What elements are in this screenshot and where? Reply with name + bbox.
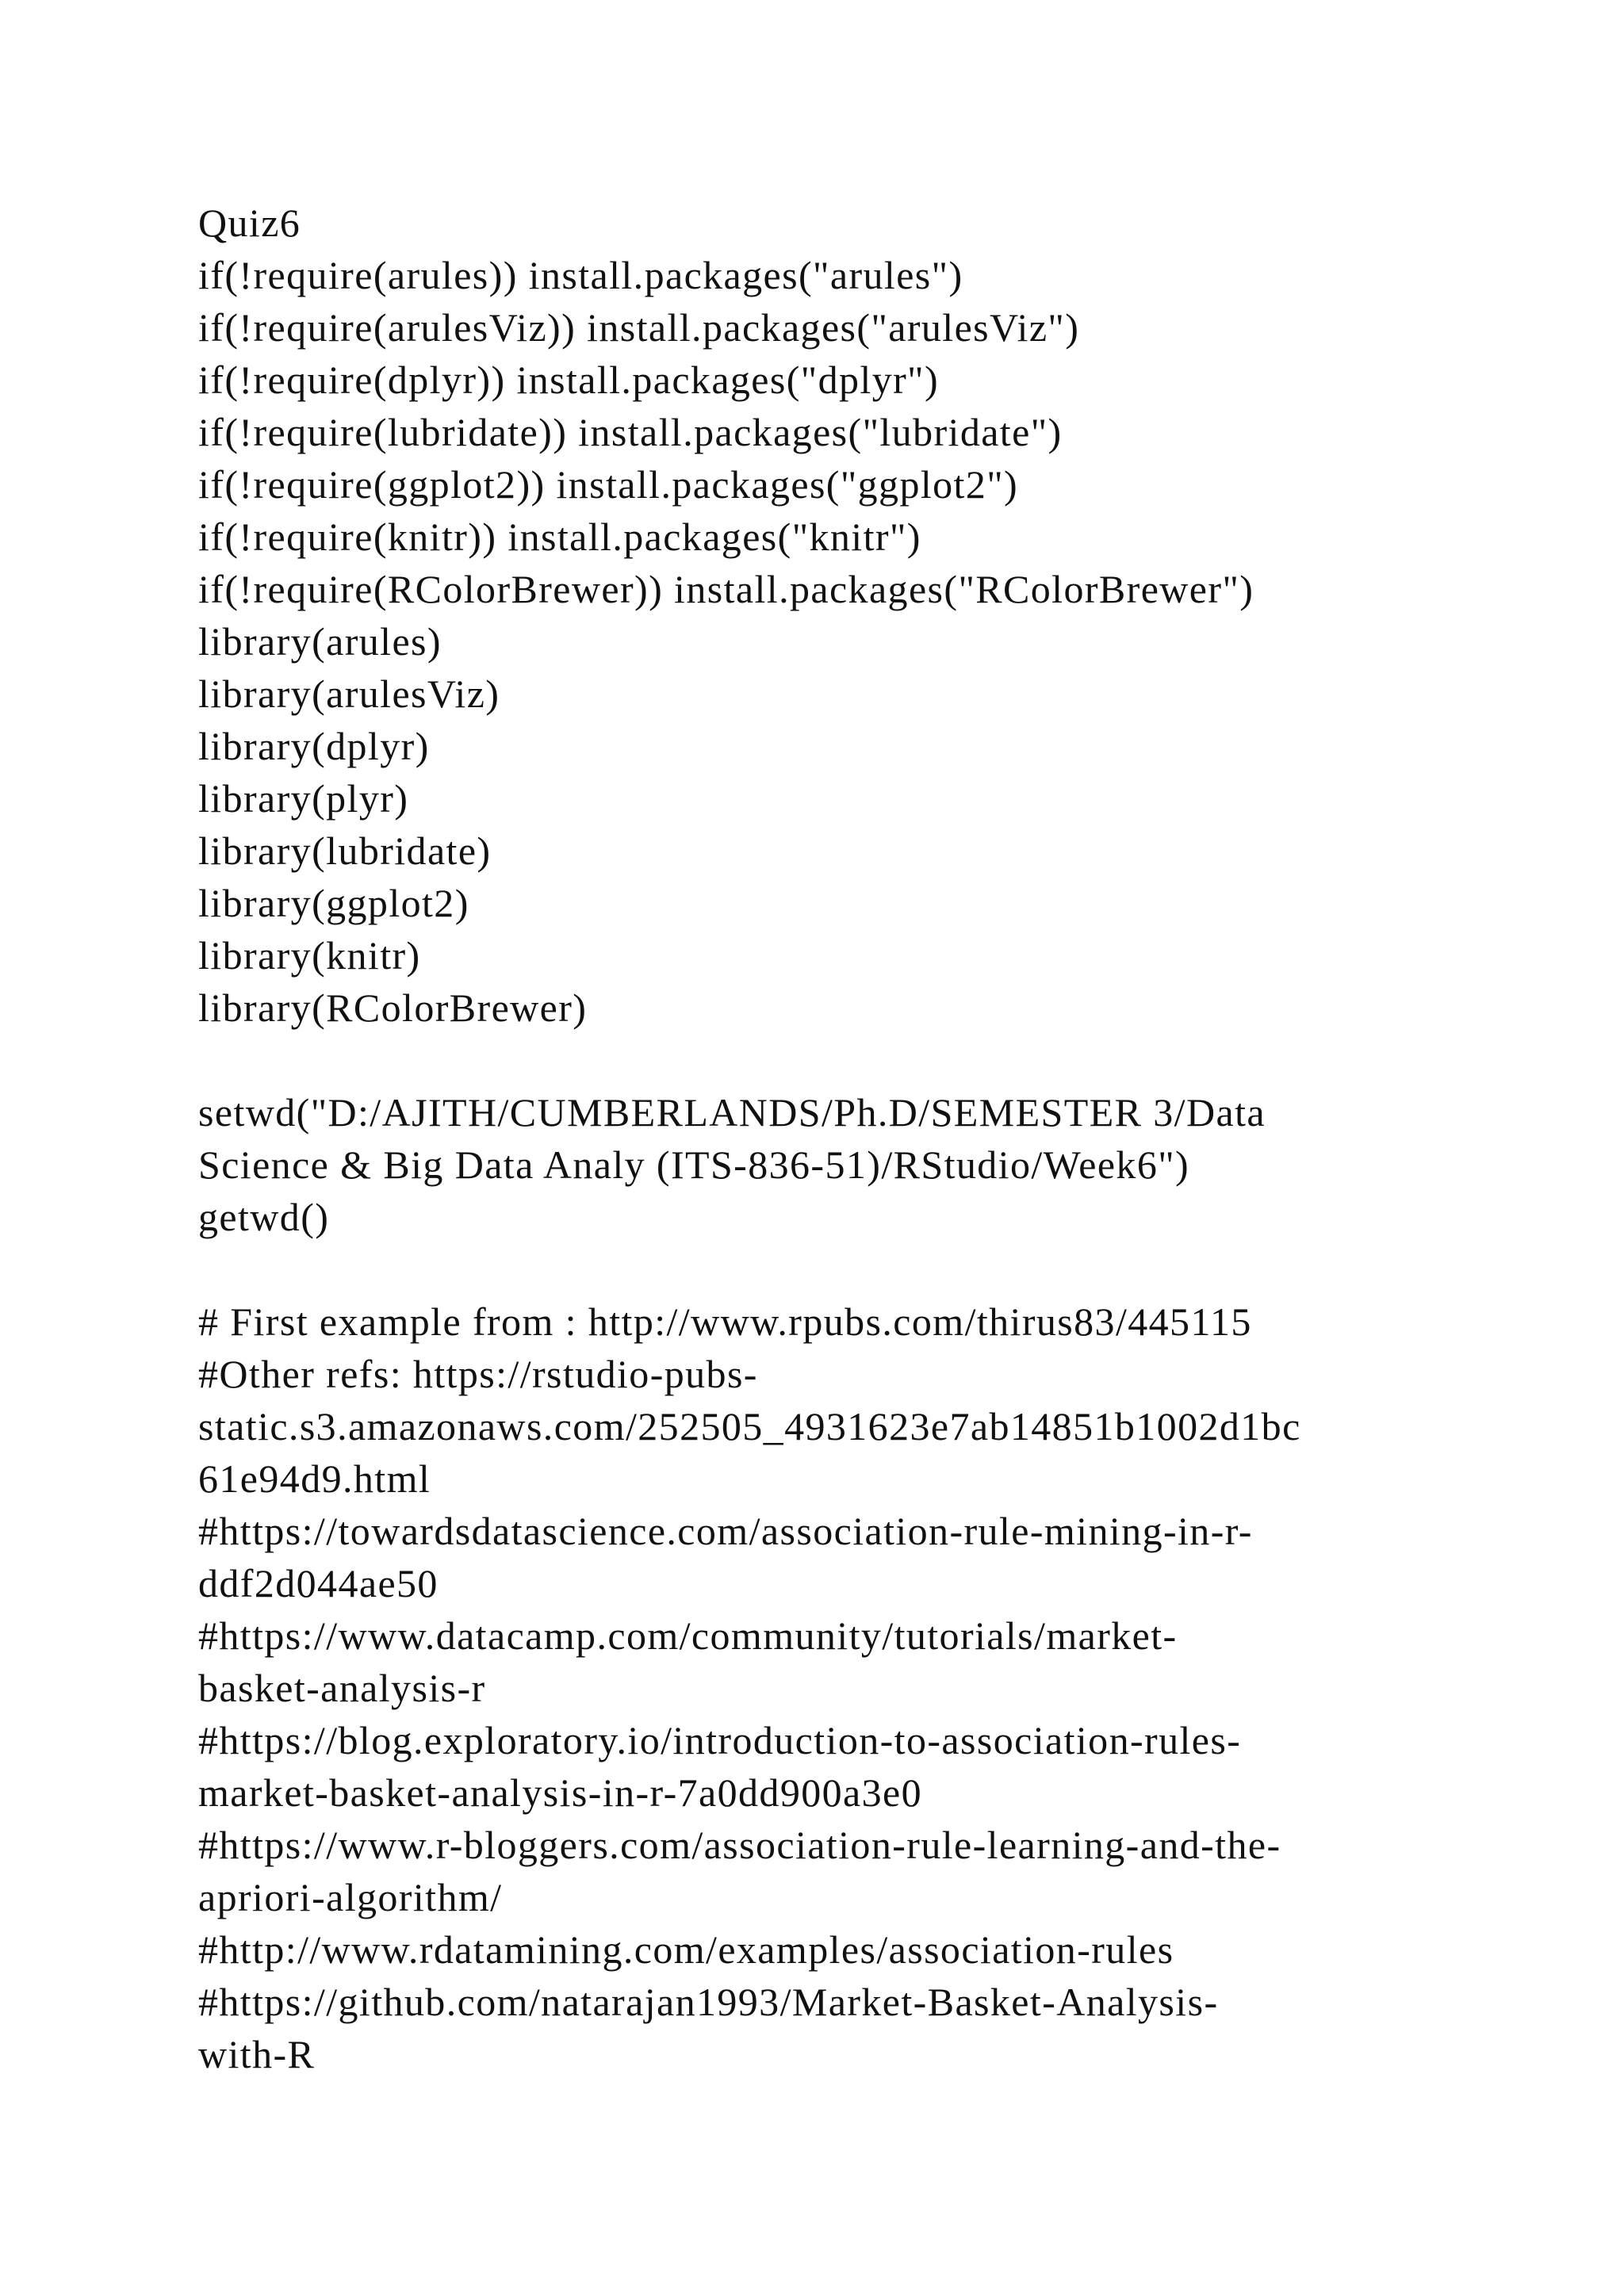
library-line: library(arules) (198, 619, 442, 664)
comment-line: apriori-algorithm/ (198, 1875, 503, 1919)
comment-line: static.s3.amazonaws.com/252505_4931623e7ab14851b1002d1bc (198, 1404, 1301, 1448)
setwd-line: Science & Big Data Analy (ITS-836-51)/RStudio/Week6") (198, 1142, 1190, 1187)
comment-line: market-basket-analysis-in-r-7a0dd900a3e0 (198, 1770, 923, 1815)
blank-line (198, 1243, 1451, 1295)
library-line: library(ggplot2) (198, 881, 469, 925)
comment-line: 61e94d9.html (198, 1456, 431, 1501)
library-line: library(dplyr) (198, 724, 430, 768)
comment-line: #https://towardsdatascience.com/association-rule-mining-in-r- (198, 1509, 1253, 1553)
setwd-line: setwd("D:/AJITH/CUMBERLANDS/Ph.D/SEMESTER 3/Data (198, 1090, 1266, 1135)
library-line: library(RColorBrewer) (198, 985, 588, 1030)
document-title: Quiz6 (198, 201, 301, 245)
comment-line: #https://blog.exploratory.io/introduction-to-association-rules- (198, 1718, 1242, 1762)
library-line: library(knitr) (198, 933, 421, 978)
comment-line: basket-analysis-r (198, 1666, 486, 1710)
document-body (198, 197, 1451, 2080)
comment-line: with-R (198, 2032, 316, 2076)
comment-line: #Other refs: https://rstudio-pubs- (198, 1352, 758, 1396)
comment-line: #https://github.com/natarajan1993/Market-Basket-Analysis- (198, 1980, 1219, 2024)
install-line: if(!require(arules)) install.packages("arules") (198, 253, 963, 297)
getwd-line: getwd() (198, 1195, 330, 1239)
comment-line: #http://www.rdatamining.com/examples/association-rules (198, 1927, 1174, 1972)
library-line: library(plyr) (198, 776, 409, 821)
install-line: if(!require(knitr)) install.packages("knitr") (198, 515, 921, 559)
install-line: if(!require(lubridate)) install.packages("lubridate") (198, 410, 1063, 454)
install-line: if(!require(dplyr)) install.packages("dplyr") (198, 358, 940, 402)
install-line: if(!require(RColorBrewer)) install.packages("RColorBrewer") (198, 567, 1254, 611)
blank-line (198, 1034, 1451, 1086)
install-line: if(!require(arulesViz)) install.packages("arulesViz") (198, 305, 1080, 350)
library-line: library(arulesViz) (198, 672, 500, 716)
comment-line: #https://www.datacamp.com/community/tutorials/market- (198, 1613, 1178, 1658)
comment-line: # First example from : http://www.rpubs.com/thirus83/445115 (198, 1299, 1252, 1344)
install-line: if(!require(ggplot2)) install.packages("ggplot2") (198, 462, 1019, 507)
comment-line: #https://www.r-bloggers.com/association-rule-learning-and-the- (198, 1823, 1281, 1867)
comment-line: ddf2d044ae50 (198, 1561, 439, 1605)
library-line: library(lubridate) (198, 828, 492, 873)
